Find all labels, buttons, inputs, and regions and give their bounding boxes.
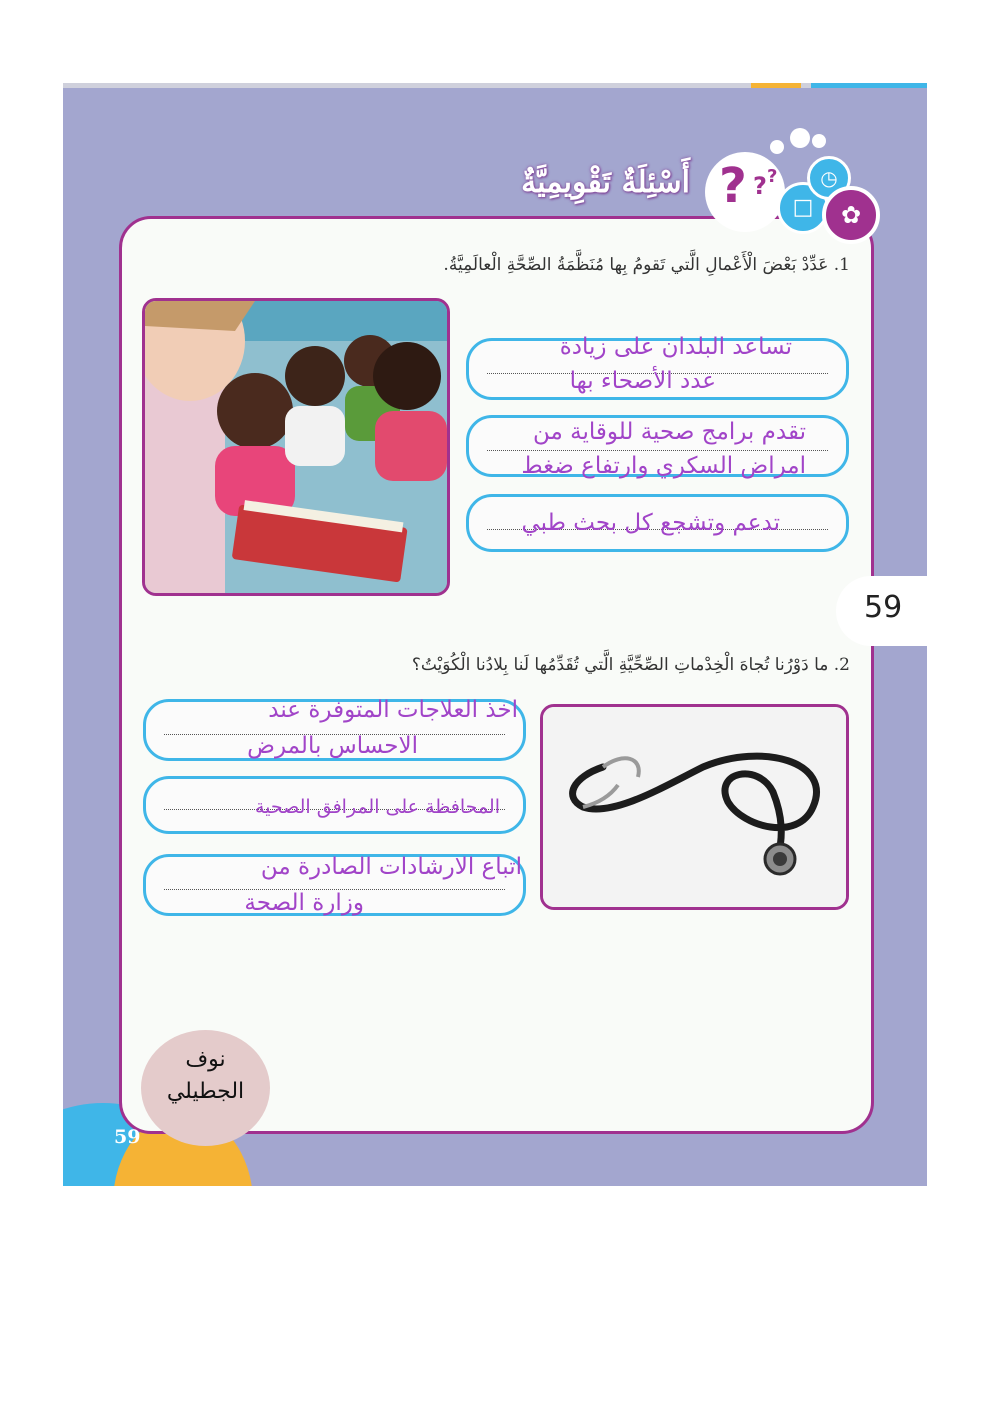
answer-2-3-line-2: وزارة الصحة [244, 890, 364, 916]
student-name-stamp: نوف الجطيلي [141, 1030, 270, 1146]
book-icon: □ [777, 182, 829, 234]
page-title: أَسْئِلَةٌ تَقْوِيمِيَّةٌ [521, 165, 690, 200]
answer-2-3-line-1: اتباع الارشادات الصادرة من [260, 854, 522, 880]
page-number-tab: 59 [836, 576, 927, 646]
stethoscope-photo [540, 704, 849, 910]
answer-2-1-line-1: اخذ العلاجات المتوفرة عند [268, 697, 518, 723]
answer-2-1-line-2: الاحساس بالمرض [247, 733, 418, 759]
question-1-text: 1. عَدِّدْ بَعْضَ الْأَعْمالِ الَّتي تَقومُ بِها مُنَظَّمَةُ الصِّحَّةِ الْعالَمِيَّةُ. [443, 255, 850, 275]
decor-dot [812, 134, 826, 148]
answer-1-1-line-1: تساعد البلدان على زيادة [559, 334, 792, 360]
question-mark-icon: ? ? ? [705, 152, 785, 232]
clock-icon: ◷ [807, 156, 851, 200]
answer-1-2-line-2: امراض السكري وارتفاع ضغط [521, 453, 806, 479]
children-reading-photo [142, 298, 450, 596]
answer-1-3-line-1: تدعم وتشجع كل بحث طبي [521, 510, 780, 536]
answer-2-2-line-1: المحافظة على المرافق الصحية [254, 796, 500, 818]
brain-icon: ✿ [822, 186, 880, 244]
question-2-text: 2. ما دَوْرُنا تُجاهَ الْخِدْماتِ الصِّحِّيَّةِ الَّتي تُقَدِّمُها لَنا بِلادُنا الْكُوَيْتُ؟ [411, 655, 850, 675]
answer-1-2-line-1: تقدم برامج صحية للوقاية من [533, 419, 806, 445]
page-number: 59 [114, 1126, 141, 1148]
top-strip [63, 83, 927, 88]
answer-1-1-line-2: عدد الأصحاء بها [569, 368, 716, 394]
decor-dot [770, 140, 784, 154]
decor-dot [790, 128, 810, 148]
